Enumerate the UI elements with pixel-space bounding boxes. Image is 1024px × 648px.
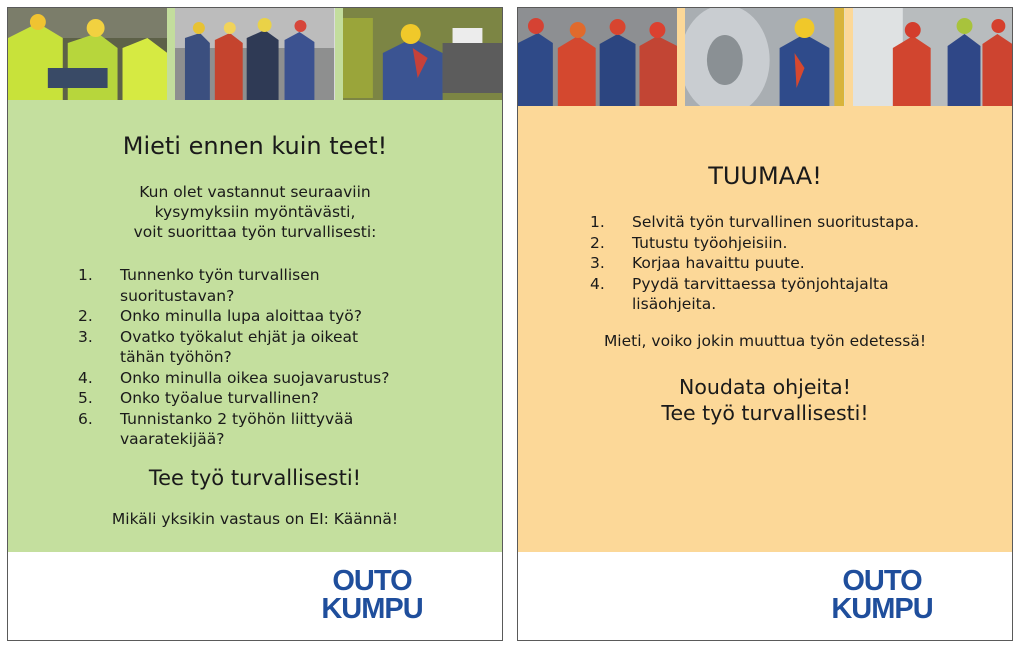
item-number: 4. <box>590 274 605 293</box>
intro-line: voit suorittaa työn turvallisesti: <box>133 223 377 241</box>
item-text: lisäohjeita. <box>632 295 717 313</box>
item-number: 2. <box>78 307 93 325</box>
footer-note: Mikäli yksikin vastaus on EI: Käännä! <box>111 510 399 528</box>
item-text: Tunnistanko 2 työhön liittyvää <box>120 409 354 428</box>
item-text: tähän työhön? <box>120 348 232 366</box>
item-text: vaaratekijää? <box>120 430 225 448</box>
item-text: Ovatko työkalut ehjät ja oikeat <box>120 327 359 346</box>
item-number: 3. <box>590 254 605 272</box>
list-item <box>590 253 1000 274</box>
card-title: Mieti ennen kuin teet! <box>122 132 388 160</box>
photo-strip <box>518 8 1012 106</box>
list-item <box>78 409 488 450</box>
photo-divider <box>677 8 685 106</box>
content-panel <box>8 100 502 554</box>
safety-card-left <box>7 7 503 641</box>
logo-line-2: KUMPU <box>831 593 933 622</box>
photo-workers-hivis <box>8 8 167 100</box>
card-footer <box>8 552 502 640</box>
item-text: Tunnenko työn turvallisen <box>120 266 320 284</box>
item-number: 1. <box>78 266 93 284</box>
closing-text <box>518 374 1012 426</box>
photo-divider <box>335 8 343 100</box>
logo-line-1: OUTO <box>842 565 922 597</box>
list-item <box>78 265 488 306</box>
slogan: Tee työ turvallisesti! <box>148 466 362 490</box>
item-number: 2. <box>590 233 605 252</box>
item-text: suoritustavan? <box>120 286 235 305</box>
item-text: Selvitä työn turvallinen suoritustapa. <box>632 213 919 231</box>
intro-line: kysymyksiin myöntävästi, <box>154 203 356 221</box>
outokumpu-logo <box>302 564 442 622</box>
photo-worker-machine <box>343 8 502 100</box>
question-list <box>78 265 488 450</box>
logo-line-2: KUMPU <box>321 593 423 622</box>
outokumpu-logo <box>812 564 952 622</box>
photo-strip <box>8 8 502 100</box>
photo-divider <box>167 8 175 100</box>
photo-worker-steel-coil <box>685 8 844 106</box>
intro-line: Kun olet vastannut seuraaviin <box>139 183 371 201</box>
list-item <box>590 274 1000 315</box>
photo-worker-group <box>175 8 334 100</box>
item-number: 1. <box>590 213 605 231</box>
photo-worker-team <box>518 8 677 106</box>
logo-line-1: OUTO <box>332 565 412 597</box>
item-number: 3. <box>78 327 93 346</box>
intro-text <box>8 182 502 242</box>
closing-line: Noudata ohjeita! <box>679 375 851 399</box>
item-text: Onko minulla lupa aloittaa työ? <box>120 307 362 325</box>
item-text: Onko työalue turvallinen? <box>120 389 319 407</box>
card-title: TUUMAA! <box>708 162 822 190</box>
list-item <box>78 368 488 389</box>
card-footer <box>518 552 1012 640</box>
photo-divider <box>845 8 853 106</box>
item-number: 4. <box>78 368 93 387</box>
closing-line: Tee työ turvallisesti! <box>661 401 869 425</box>
list-item <box>590 233 1000 254</box>
item-number: 5. <box>78 389 93 407</box>
list-item <box>78 388 488 409</box>
content-panel <box>518 106 1012 554</box>
item-number: 6. <box>78 409 93 428</box>
photo-worker-group-right <box>853 8 1012 106</box>
item-text: Onko minulla oikea suojavarustus? <box>120 368 390 387</box>
safety-card-right <box>517 7 1013 641</box>
list-item <box>78 306 488 327</box>
item-text: Korjaa havaittu puute. <box>632 254 805 272</box>
list-item <box>590 212 1000 233</box>
step-list <box>590 212 1000 315</box>
list-item <box>78 327 488 368</box>
item-text: Tutustu työohjeisiin. <box>632 233 788 252</box>
reflection-note: Mieti, voiko jokin muuttua työn edetessä! <box>603 332 927 350</box>
item-text: Pyydä tarvittaessa työnjohtajalta <box>632 274 889 293</box>
